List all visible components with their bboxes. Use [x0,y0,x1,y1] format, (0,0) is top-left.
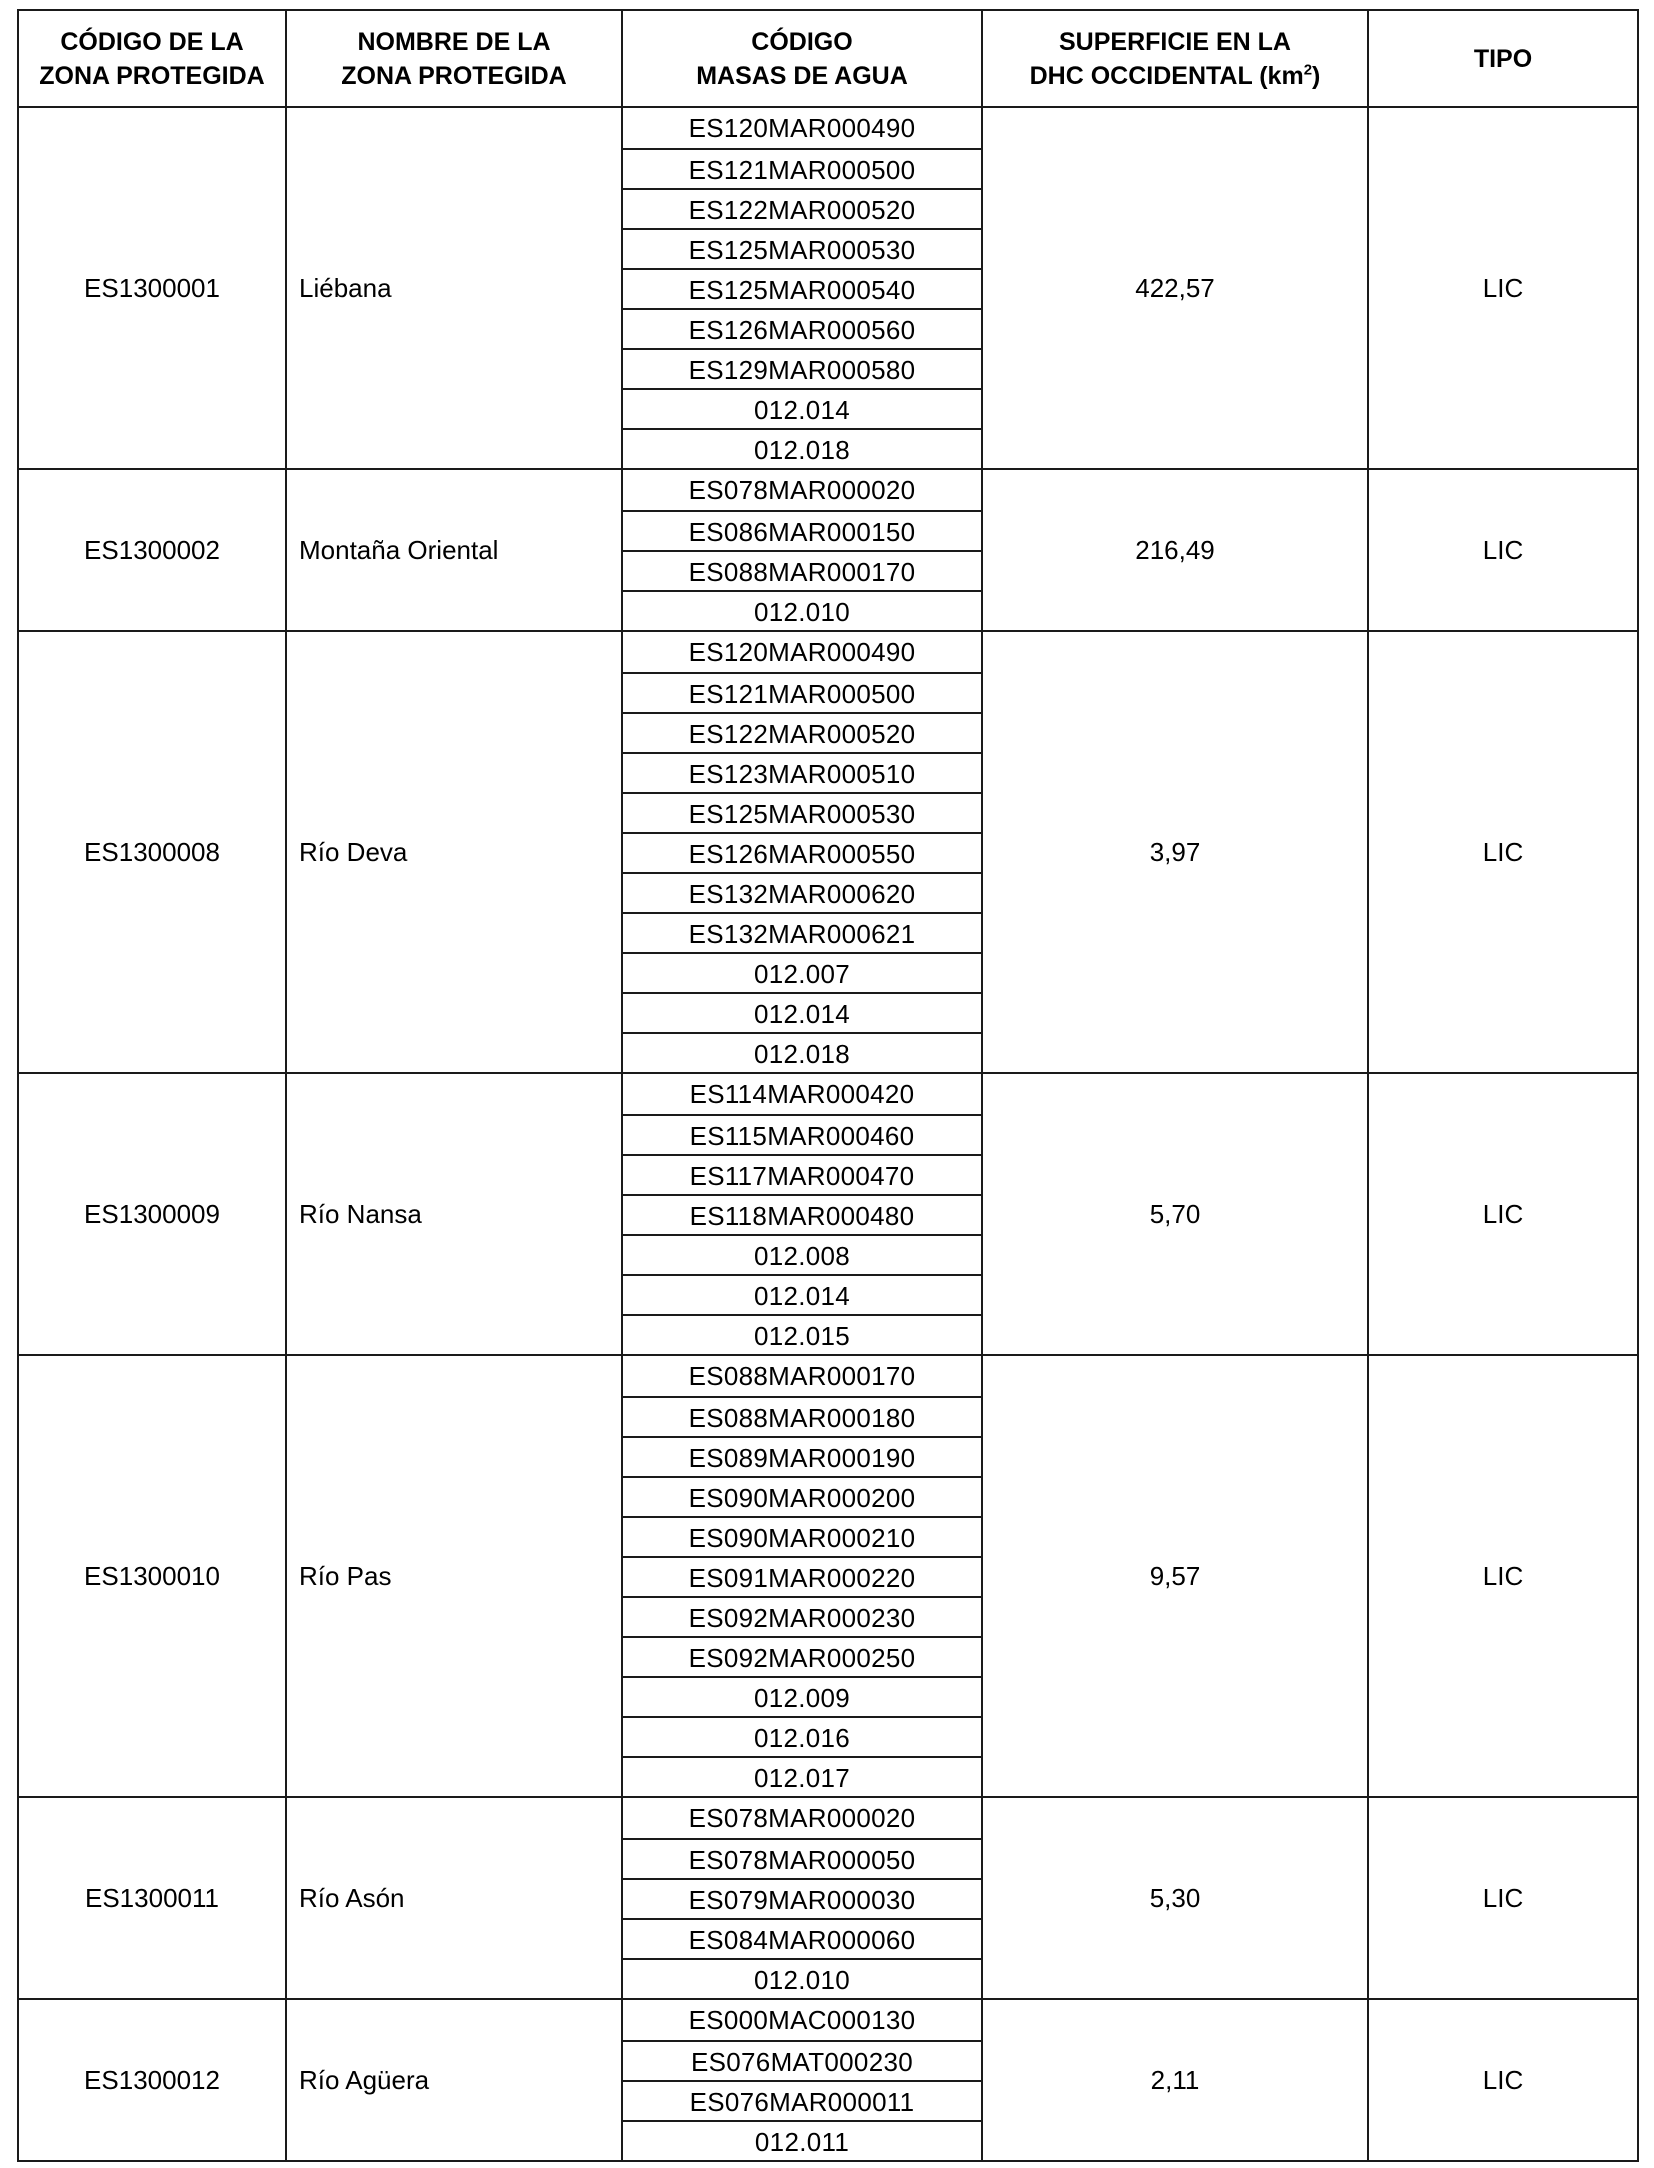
water-body-code: ES123MAR000510 [623,752,981,792]
water-bodies-cell [622,631,982,1073]
water-body-code: ES118MAR000480 [623,1194,981,1234]
table-row [18,1073,1638,1355]
zone-type-cell: LIC [1368,1999,1638,2161]
water-bodies-cell [622,1355,982,1797]
water-body-code: ES125MAR000530 [623,792,981,832]
water-body-code: 012.018 [623,1032,981,1072]
header-nombre-zona [286,10,622,107]
table-body [18,107,1638,2161]
zone-name-cell: Montaña Oriental [286,469,622,631]
water-body-code: ES132MAR000621 [623,912,981,952]
water-bodies-cell [622,107,982,469]
protected-zones-table [17,9,1639,2162]
header-codigo-masas-line1: CÓDIGO [751,27,853,56]
zone-type-cell: LIC [1368,1797,1638,1999]
water-body-list [623,108,981,468]
table-row [18,107,1638,469]
table-row [18,1797,1638,1999]
water-body-code: ES084MAR000060 [623,1918,981,1958]
water-body-code: ES122MAR000520 [623,188,981,228]
header-nombre-zona-line1: NOMBRE DE LA [357,27,551,56]
water-body-code: 012.014 [623,1274,981,1314]
water-body-code: ES086MAR000150 [623,510,981,550]
header-superficie-line2: DHC OCCIDENTAL (km [1029,61,1304,90]
water-body-code: ES125MAR000530 [623,228,981,268]
surface-area-cell: 422,57 [982,107,1368,469]
water-body-code: ES126MAR000560 [623,308,981,348]
water-body-list [623,2000,981,2160]
water-body-list [623,470,981,630]
water-body-code: ES088MAR000170 [623,550,981,590]
zone-code-cell: ES1300009 [18,1073,286,1355]
water-body-list [623,1356,981,1796]
water-body-code: ES121MAR000500 [623,148,981,188]
water-bodies-cell [622,1073,982,1355]
water-body-code: 012.011 [623,2120,981,2160]
surface-area-cell: 9,57 [982,1355,1368,1797]
water-body-code: 012.014 [623,388,981,428]
table-row [18,1999,1638,2161]
water-body-code: ES076MAR000011 [623,2080,981,2120]
zone-name-cell: Río Asón [286,1797,622,1999]
water-body-code: ES088MAR000170 [688,1361,916,1391]
water-body-code: ES115MAR000460 [623,1114,981,1154]
zone-type-cell: LIC [1368,1355,1638,1797]
header-codigo-zona-line1: CÓDIGO DE LA [60,27,244,56]
water-body-code: ES114MAR000420 [689,1079,915,1109]
zone-name-cell: Río Nansa [286,1073,622,1355]
header-nombre-zona-line2: ZONA PROTEGIDA [341,61,567,90]
water-body-code: ES078MAR000020 [688,475,916,505]
water-body-code: ES092MAR000230 [623,1596,981,1636]
header-tipo-label: TIPO [1473,44,1533,73]
water-body-code: 012.008 [623,1234,981,1274]
water-body-code: ES079MAR000030 [623,1878,981,1918]
water-bodies-cell [622,1999,982,2161]
water-bodies-cell [622,469,982,631]
water-body-code: ES121MAR000500 [623,672,981,712]
water-body-code: 012.010 [623,590,981,630]
header-tipo [1368,10,1638,107]
water-body-code: ES000MAC000130 [688,2005,916,2035]
water-body-code: ES122MAR000520 [623,712,981,752]
zone-type-cell: LIC [1368,469,1638,631]
water-body-code: ES090MAR000200 [623,1476,981,1516]
zone-code-cell: ES1300008 [18,631,286,1073]
header-superficie-line1: SUPERFICIE EN LA [1059,27,1291,56]
zone-code-cell: ES1300011 [18,1797,286,1999]
zone-name-cell: Río Agüera [286,1999,622,2161]
water-body-code: ES089MAR000190 [623,1436,981,1476]
table-row [18,469,1638,631]
surface-area-cell: 5,30 [982,1797,1368,1999]
zone-type-cell: LIC [1368,1073,1638,1355]
water-body-code: ES117MAR000470 [623,1154,981,1194]
header-superficie-superscript: 2 [1303,61,1313,79]
header-codigo-masas-line2: MASAS DE AGUA [696,61,908,90]
table-row [18,631,1638,1073]
header-codigo-zona [18,10,286,107]
table-row [18,1355,1638,1797]
water-body-code: 012.010 [623,1958,981,1998]
water-bodies-cell [622,1797,982,1999]
surface-area-cell: 5,70 [982,1073,1368,1355]
water-body-code: 012.015 [623,1314,981,1354]
water-body-code: ES076MAT000230 [623,2040,981,2080]
zone-code-cell: ES1300010 [18,1355,286,1797]
header-codigo-zona-line2: ZONA PROTEGIDA [39,61,265,90]
header-superficie [982,10,1368,107]
water-body-code: ES120MAR000490 [688,637,916,667]
water-body-code: 012.014 [623,992,981,1032]
zone-name-cell: Río Deva [286,631,622,1073]
zone-name-cell: Río Pas [286,1355,622,1797]
water-body-code: ES125MAR000540 [623,268,981,308]
water-body-code: ES120MAR000490 [688,113,916,143]
water-body-code: ES126MAR000550 [623,832,981,872]
water-body-code: 012.017 [623,1756,981,1796]
water-body-code: ES078MAR000050 [623,1838,981,1878]
water-body-code: ES092MAR000250 [623,1636,981,1676]
water-body-code: 012.018 [623,428,981,468]
water-body-list [623,632,981,1072]
zone-code-cell: ES1300012 [18,1999,286,2161]
water-body-list [623,1074,981,1354]
zone-code-cell: ES1300002 [18,469,286,631]
water-body-code: ES078MAR000020 [688,1803,916,1833]
water-body-code: 012.007 [623,952,981,992]
water-body-code: ES091MAR000220 [623,1556,981,1596]
zone-type-cell: LIC [1368,107,1638,469]
water-body-code: ES129MAR000580 [623,348,981,388]
water-body-code: 012.016 [623,1716,981,1756]
water-body-code: ES132MAR000620 [623,872,981,912]
header-row [18,10,1638,107]
header-codigo-masas [622,10,982,107]
zone-type-cell: LIC [1368,631,1638,1073]
water-body-code: ES088MAR000180 [623,1396,981,1436]
surface-area-cell: 216,49 [982,469,1368,631]
water-body-code: 012.009 [623,1676,981,1716]
surface-area-cell: 2,11 [982,1999,1368,2161]
water-body-list [623,1798,981,1998]
surface-area-cell: 3,97 [982,631,1368,1073]
table-header [18,10,1638,107]
zone-code-cell: ES1300001 [18,107,286,469]
header-superficie-close: ) [1312,61,1321,90]
water-body-code: ES090MAR000210 [623,1516,981,1556]
zone-name-cell: Liébana [286,107,622,469]
